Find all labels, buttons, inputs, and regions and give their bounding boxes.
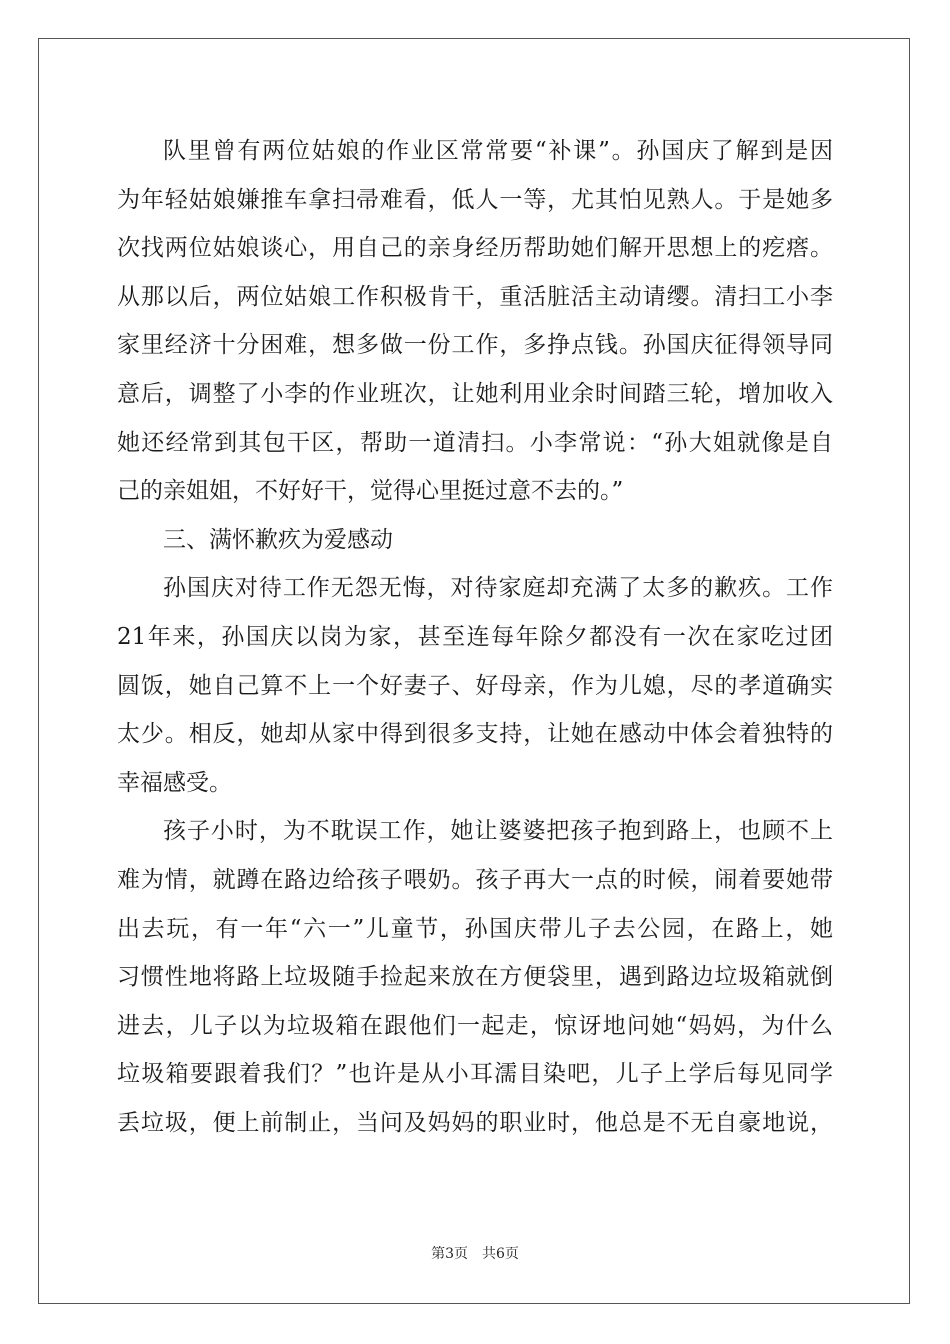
text-line: 己的亲姐姐，不好好干，觉得心里挺过意不去的。” [117,478,624,505]
text-line: 次找两位姑娘谈心，用自己的亲身经历帮助她们解开思想上的疙瘩。 [117,235,833,262]
text-line: 圆饭，她自己算不上一个好妻子、好母亲，作为儿媳，尽的孝道确实 [117,672,833,699]
text-line: 进去，儿子以为垃圾箱在跟他们一起走，惊讶地问她“妈妈，为什么 [117,1012,833,1039]
text-line: 21年来，孙国庆以岗为家，甚至连每年除夕都没有一次在家吃过团 [117,623,833,650]
text-line: 孙国庆对待工作无怨无悔，对待家庭却充满了太多的歉疚。工作 [163,575,833,602]
text-line: 家里经济十分困难，想多做一份工作，多挣点钱。孙国庆征得领导同 [117,332,833,359]
page-footer [0,1244,950,1264]
text-line: 从那以后，两位姑娘工作积极肯干，重活脏活主动请缨。清扫工小李 [117,283,833,310]
text-line: 幸福感受。 [117,769,232,796]
text-line: 孩子小时，为不耽误工作，她让婆婆把孩子抱到路上，也顾不上 [163,818,833,845]
text-line: 习惯性地将路上垃圾随手捡起来放在方便袋里，遇到路边垃圾箱就倒 [117,964,833,991]
text-line: 垃圾箱要跟着我们？”也许是从小耳濡目染吧，儿子上学后每见同学 [117,1061,833,1088]
text-line: 出去玩，有一年“六一”儿童节，孙国庆带儿子去公园，在路上，她 [117,915,833,942]
page-total: 共6页 [482,1246,519,1262]
text-line: 她还经常到其包干区，帮助一道清扫。小李常说：“孙大姐就像是自 [117,429,833,456]
text-line: 难为情，就蹲在路边给孩子喂奶。孩子再大一点的时候，闹着要她带 [117,866,833,893]
text-line: 三、满怀歉疚为爱感动 [163,526,393,553]
text-line: 队里曾有两位姑娘的作业区常常要“补课”。孙国庆了解到是因 [163,138,833,164]
text-line: 意后，调整了小李的作业班次，让她利用业余时间踏三轮，增加收入 [117,380,833,407]
text-line: 丢垃圾，便上前制止，当问及妈妈的职业时，他总是不无自豪地说， [117,1109,833,1136]
document-body [117,127,833,1147]
page-number: 第3页 [431,1246,468,1262]
text-line: 太少。相反，她却从家中得到很多支持，让她在感动中体会着独特的 [117,721,833,748]
text-line: 为年轻姑娘嫌推车拿扫帚难看，低人一等，尤其怕见熟人。于是她多 [117,186,833,213]
